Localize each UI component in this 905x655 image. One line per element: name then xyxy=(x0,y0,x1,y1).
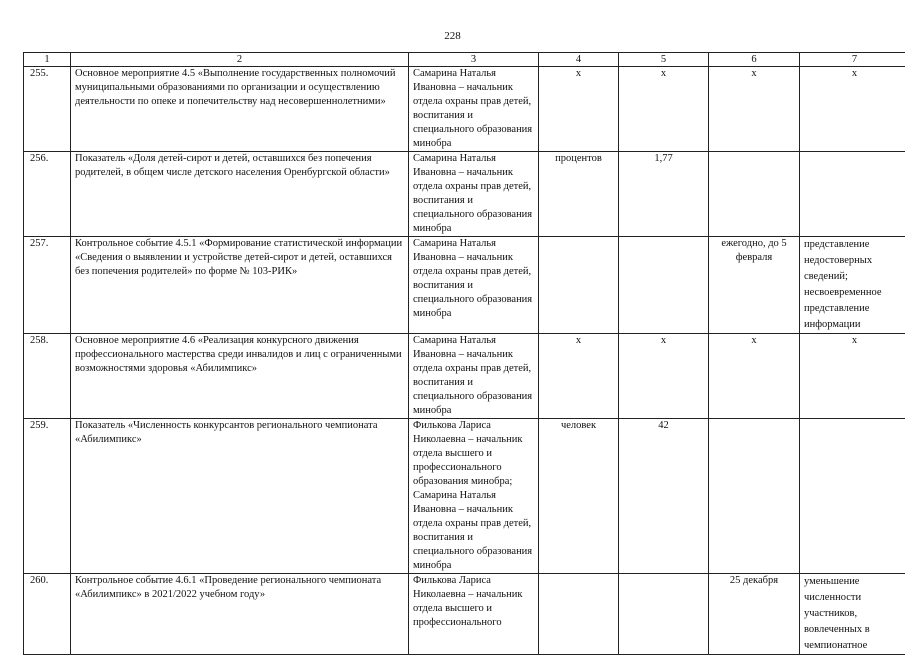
row-number: 260. xyxy=(24,574,71,655)
row-unit xyxy=(539,237,619,334)
row-unit: x xyxy=(539,67,619,152)
table-row xyxy=(24,574,905,655)
row-risk: представление недостоверных сведений; несвоевременное представление информации xyxy=(800,237,905,334)
row-value xyxy=(619,237,709,334)
row-risk: уменьшение численности участников, вовлеченных в чемпионатное xyxy=(800,574,905,655)
row-date: ежегодно, до 5 февраля xyxy=(709,237,800,334)
row-date xyxy=(709,152,800,237)
row-name: Контрольное событие 4.6.1 «Проведение регионального чемпионата «Абилимпикс» в 2021/2022 учебном году» xyxy=(71,574,409,655)
row-name: Основное мероприятие 4.5 «Выполнение государственных полномочий муниципальными образованиями по организации и осуществлению деятельности по опеке и попечительству над несовершеннолетними» xyxy=(71,67,409,152)
table-row xyxy=(24,237,905,334)
row-date: x xyxy=(709,67,800,152)
row-unit xyxy=(539,574,619,655)
row-responsible: Самарина Наталья Ивановна – начальник отдела охраны прав детей, воспитания и специального образования минобра xyxy=(409,152,539,237)
table-row xyxy=(24,67,905,152)
row-name: Показатель «Доля детей-сирот и детей, оставшихся без попечения родителей, в общем числе детского населения Оренбургской области» xyxy=(71,152,409,237)
row-name: Показатель «Численность конкурсантов регионального чемпионата «Абилимпикс» xyxy=(71,419,409,574)
row-name: Основное мероприятие 4.6 «Реализация конкурсного движения профессионального мастерства среди инвалидов и лиц с ограниченными возможностями здоровья «Абилимпикс» xyxy=(71,334,409,419)
row-risk: x xyxy=(800,67,905,152)
header-col-5: 5 xyxy=(619,53,709,67)
row-risk xyxy=(800,152,905,237)
document-table xyxy=(23,52,905,655)
row-unit: человек xyxy=(539,419,619,574)
row-value: 1,77 xyxy=(619,152,709,237)
row-responsible: Самарина Наталья Ивановна – начальник отдела охраны прав детей, воспитания и специального образования минобра xyxy=(409,237,539,334)
row-value: x xyxy=(619,334,709,419)
row-unit: процентов xyxy=(539,152,619,237)
header-col-1: 1 xyxy=(24,53,71,67)
row-value xyxy=(619,574,709,655)
row-date: 25 декабря xyxy=(709,574,800,655)
row-number: 256. xyxy=(24,152,71,237)
row-responsible: Филькова Лариса Николаевна – начальник отдела высшего и профессионального образования минобра; Самарина Наталья Ивановна – начальник отдела охраны прав детей, воспитания и специального образования минобра xyxy=(409,419,539,574)
table-row xyxy=(24,152,905,237)
table-row xyxy=(24,419,905,574)
row-risk xyxy=(800,419,905,574)
row-responsible: Самарина Наталья Ивановна – начальник отдела охраны прав детей, воспитания и специального образования минобра xyxy=(409,67,539,152)
row-date xyxy=(709,419,800,574)
row-name: Контрольное событие 4.5.1 «Формирование статистической информации «Сведения о выявлении и устройстве детей-сирот и детей, оставшихся без попечения родителей» по форме № 103-РИК» xyxy=(71,237,409,334)
page-number: 228 xyxy=(0,30,905,42)
header-row xyxy=(24,53,905,67)
header-col-2: 2 xyxy=(71,53,409,67)
row-value: x xyxy=(619,67,709,152)
header-col-4: 4 xyxy=(539,53,619,67)
row-unit: x xyxy=(539,334,619,419)
row-number: 255. xyxy=(24,67,71,152)
row-risk: x xyxy=(800,334,905,419)
header-col-3: 3 xyxy=(409,53,539,67)
row-responsible: Самарина Наталья Ивановна – начальник отдела охраны прав детей, воспитания и специального образования минобра xyxy=(409,334,539,419)
row-value: 42 xyxy=(619,419,709,574)
header-col-6: 6 xyxy=(709,53,800,67)
row-number: 258. xyxy=(24,334,71,419)
row-number: 257. xyxy=(24,237,71,334)
row-responsible: Филькова Лариса Николаевна – начальник отдела высшего и профессионального xyxy=(409,574,539,655)
row-number: 259. xyxy=(24,419,71,574)
header-col-7: 7 xyxy=(800,53,905,67)
row-date: x xyxy=(709,334,800,419)
table-row xyxy=(24,334,905,419)
